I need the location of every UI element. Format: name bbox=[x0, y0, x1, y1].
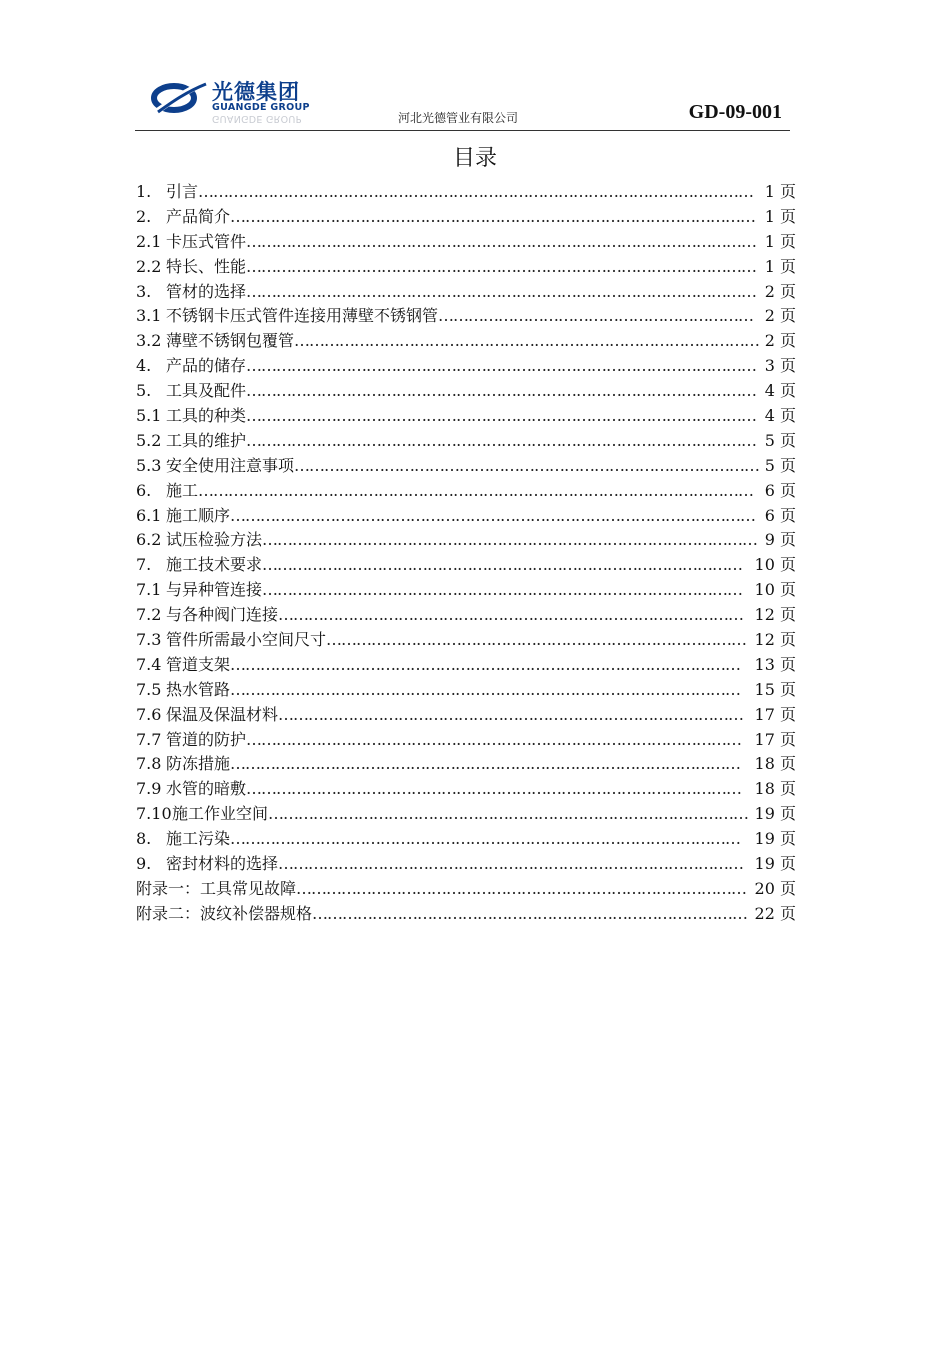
toc-entry-label bbox=[136, 827, 740, 852]
toc-entry-page: 19 页 bbox=[754, 829, 796, 849]
toc-entry-number: 5.3 bbox=[136, 455, 162, 475]
toc-entry-page: 1 页 bbox=[764, 182, 796, 201]
toc-entry-label bbox=[136, 180, 753, 205]
toc-entry-title: 试压检验方法 bbox=[166, 530, 263, 550]
table-of-contents bbox=[136, 180, 796, 927]
toc-entry-label bbox=[136, 379, 756, 404]
toc-entry-title: 产品简介 bbox=[166, 206, 231, 226]
toc-entry-title: 安全使用注意事项 bbox=[166, 455, 295, 475]
toc-entry-title: 施工技术要求 bbox=[166, 555, 263, 575]
toc-entry-label bbox=[136, 354, 756, 379]
toc-entry-label bbox=[136, 205, 755, 230]
toc-entry[interactable] bbox=[136, 280, 796, 305]
header-divider bbox=[135, 130, 790, 131]
toc-entry[interactable] bbox=[136, 180, 796, 205]
toc-entry-number: 9. bbox=[136, 854, 152, 874]
toc-entry-number: 3.1 bbox=[136, 306, 162, 326]
toc-entry[interactable] bbox=[136, 628, 796, 653]
toc-dot-leader: ………………………………………………………………………………………… bbox=[246, 231, 757, 251]
toc-entry-number: 7.9 bbox=[136, 779, 162, 799]
toc-dot-leader: …………………………………………………………………………………… bbox=[262, 555, 743, 575]
toc-entry-label bbox=[136, 777, 741, 802]
toc-entry[interactable] bbox=[136, 728, 796, 753]
toc-entry-label bbox=[136, 703, 743, 728]
toc-entry-title: 工具的维护 bbox=[166, 430, 247, 450]
toc-entry[interactable] bbox=[136, 553, 796, 578]
toc-entry-label bbox=[136, 528, 757, 553]
toc-entry-number: 7.4 bbox=[136, 654, 162, 674]
toc-entry-page: 10 页 bbox=[754, 555, 796, 575]
toc-entry-page: 18 页 bbox=[754, 754, 796, 774]
toc-entry-label bbox=[136, 553, 742, 578]
toc-entry-number: 6.2 bbox=[136, 530, 162, 550]
toc-entry-number: 7.8 bbox=[136, 754, 162, 774]
toc-entry-number: 2.1 bbox=[136, 231, 162, 251]
toc-entry-label bbox=[136, 802, 748, 827]
toc-dot-leader: ………………………………………………………………………………………… bbox=[230, 654, 741, 674]
toc-entry-page: 12 页 bbox=[754, 630, 796, 650]
toc-entry-page: 13 页 bbox=[754, 654, 796, 674]
toc-dot-leader: ………………………………………………………………………………… bbox=[278, 605, 744, 625]
toc-entry-page: 5 页 bbox=[764, 455, 796, 475]
toc-dot-leader: ………………………………………………………………………………………… bbox=[246, 281, 757, 301]
toc-entry-title: 管材的选择 bbox=[166, 281, 247, 301]
toc-entry[interactable] bbox=[136, 230, 796, 255]
page-header bbox=[135, 68, 790, 130]
toc-dot-leader: ………………………………………………………………………………………… bbox=[246, 356, 757, 376]
toc-entry[interactable] bbox=[136, 329, 796, 354]
toc-entry-title: 附录一：工具常见故障 bbox=[136, 878, 297, 898]
toc-entry-number: 3. bbox=[136, 281, 152, 301]
toc-entry-page: 3 页 bbox=[764, 356, 796, 376]
toc-entry-label bbox=[136, 454, 759, 479]
toc-entry-title: 施工顺序 bbox=[166, 505, 231, 525]
toc-entry-label bbox=[136, 653, 740, 678]
toc-entry-title: 不锈钢卡压式管件连接用薄壁不锈钢管 bbox=[166, 306, 439, 326]
toc-entry-number: 2.2 bbox=[136, 256, 162, 276]
toc-dot-leader: ………………………………………………………………………………… bbox=[294, 455, 760, 475]
toc-entry[interactable] bbox=[136, 603, 796, 628]
toc-entry-page: 19 页 bbox=[754, 854, 796, 874]
toc-dot-leader: ……………………………………………………………………………………… bbox=[246, 779, 742, 799]
toc-dot-leader: ……………………………………………………………………………………… bbox=[262, 530, 758, 550]
toc-entry-label bbox=[136, 877, 746, 902]
toc-title: 目录 bbox=[452, 146, 497, 171]
toc-entry-page: 15 页 bbox=[754, 679, 796, 699]
toc-entry-number: 6. bbox=[136, 480, 152, 500]
toc-entry[interactable] bbox=[136, 255, 796, 280]
toc-entry-number: 5. bbox=[136, 381, 152, 401]
toc-entry-title: 施工作业空间 bbox=[172, 804, 269, 824]
toc-dot-leader: ………………………………………………………………………………………… bbox=[230, 829, 741, 849]
toc-entry-title: 与各种阀门连接 bbox=[166, 605, 279, 625]
toc-entry-number: 7.3 bbox=[136, 630, 162, 650]
toc-entry-label bbox=[136, 852, 743, 877]
toc-entry-label bbox=[136, 329, 759, 354]
toc-entry-title: 管道支架 bbox=[166, 654, 231, 674]
toc-dot-leader: ………………………………………………………………………………………… bbox=[246, 430, 757, 450]
logo-reflection: GUANGDE GROUP bbox=[212, 113, 302, 124]
toc-entry-page: 9 页 bbox=[764, 530, 796, 550]
toc-entry-title: 薄壁不锈钢包覆管 bbox=[166, 331, 295, 351]
toc-entry[interactable] bbox=[136, 205, 796, 230]
toc-dot-leader: …………………………………………………………………………………………… bbox=[230, 505, 756, 525]
toc-entry-page: 6 页 bbox=[764, 505, 796, 525]
toc-entry-title: 热水管路 bbox=[166, 679, 231, 699]
toc-entry[interactable] bbox=[136, 454, 796, 479]
toc-entry-title: 水管的暗敷 bbox=[166, 779, 247, 799]
toc-entry-page: 2 页 bbox=[764, 281, 796, 301]
toc-dot-leader: ………………………………………………………………………………………… bbox=[246, 256, 757, 276]
toc-entry-page: 1 页 bbox=[764, 206, 796, 226]
toc-entry-label bbox=[136, 902, 747, 927]
toc-dot-leader: ………………………………………………………………………………… bbox=[278, 854, 744, 874]
toc-entry-title: 工具的种类 bbox=[166, 406, 247, 426]
toc-entry-label bbox=[136, 752, 740, 777]
toc-entry[interactable] bbox=[136, 802, 796, 827]
toc-entry-label bbox=[136, 728, 741, 753]
toc-entry-number: 8. bbox=[136, 829, 152, 849]
toc-entry-label bbox=[136, 429, 756, 454]
toc-entry-label bbox=[136, 280, 756, 305]
toc-entry-page: 10 页 bbox=[754, 580, 796, 600]
toc-entry-label bbox=[136, 479, 753, 504]
toc-entry-label bbox=[136, 255, 756, 280]
toc-entry[interactable] bbox=[136, 578, 796, 603]
toc-entry-number: 7.6 bbox=[136, 704, 162, 724]
toc-entry[interactable] bbox=[136, 479, 796, 504]
toc-entry-title: 施工 bbox=[166, 480, 199, 500]
toc-entry-number: 6.1 bbox=[136, 505, 162, 525]
toc-dot-leader: ………………………………………………………………………………………… bbox=[230, 679, 741, 699]
toc-entry-title: 工具及配件 bbox=[166, 381, 247, 401]
toc-entry-page: 1 页 bbox=[764, 231, 796, 251]
toc-dot-leader: ………………………………………………………………………………………………… bbox=[198, 182, 754, 201]
toc-entry-number: 4. bbox=[136, 356, 152, 376]
toc-entry-label bbox=[136, 578, 742, 603]
toc-entry-page: 17 页 bbox=[754, 729, 796, 749]
toc-entry[interactable] bbox=[136, 429, 796, 454]
toc-entry-title: 施工污染 bbox=[166, 829, 231, 849]
toc-entry-number: 3.2 bbox=[136, 331, 162, 351]
toc-entry-page: 1 页 bbox=[764, 256, 796, 276]
toc-dot-leader: …………………………………………………………………………………… bbox=[262, 580, 743, 600]
toc-dot-leader: …………………………………………………………………………………………… bbox=[230, 206, 756, 226]
toc-entry[interactable] bbox=[136, 379, 796, 404]
toc-entry-title: 引言 bbox=[166, 182, 199, 201]
toc-dot-leader: ……………………………………………………………………………………… bbox=[246, 729, 742, 749]
document-code: GD-09-001 bbox=[688, 101, 782, 123]
toc-entry-number: 7. bbox=[136, 555, 152, 575]
toc-entry-page: 4 页 bbox=[764, 381, 796, 401]
swoosh-logo-icon bbox=[150, 78, 210, 118]
toc-entry-title: 附录二：波纹补偿器规格 bbox=[136, 903, 313, 923]
logo-english-text: GUANGDE GROUP bbox=[212, 102, 310, 113]
toc-entry[interactable] bbox=[136, 528, 796, 553]
toc-entry-number: 2. bbox=[136, 206, 152, 226]
toc-entry-page: 20 页 bbox=[754, 878, 796, 898]
toc-entry-title: 保温及保温材料 bbox=[166, 704, 279, 724]
toc-dot-leader: ……………………………………………………… bbox=[438, 306, 754, 326]
toc-dot-leader: ………………………………………………………………………………… bbox=[294, 331, 760, 351]
toc-entry[interactable] bbox=[136, 902, 796, 927]
toc-dot-leader: ………………………………………………………………………………………… bbox=[246, 381, 757, 401]
toc-entry-page: 2 页 bbox=[764, 306, 796, 326]
toc-entry-title: 管件所需最小空间尺寸 bbox=[166, 630, 327, 650]
toc-entry[interactable] bbox=[136, 752, 796, 777]
toc-entry-title: 管道的防护 bbox=[166, 729, 247, 749]
toc-dot-leader: …………………………………………………………………………… bbox=[312, 903, 748, 923]
toc-entry[interactable] bbox=[136, 678, 796, 703]
toc-entry-page: 4 页 bbox=[764, 406, 796, 426]
toc-entry[interactable] bbox=[136, 877, 796, 902]
toc-entry-label bbox=[136, 404, 756, 429]
toc-entry[interactable] bbox=[136, 703, 796, 728]
toc-entry-label bbox=[136, 504, 755, 529]
toc-entry-page: 6 页 bbox=[764, 480, 796, 500]
toc-dot-leader: ……………………………………………………………………………… bbox=[296, 878, 747, 898]
toc-entry-page: 18 页 bbox=[754, 779, 796, 799]
toc-entry[interactable] bbox=[136, 653, 796, 678]
toc-entry-label bbox=[136, 678, 740, 703]
toc-entry-title: 密封材料的选择 bbox=[166, 854, 279, 874]
toc-entry-number: 7.5 bbox=[136, 679, 162, 699]
toc-dot-leader: ………………………………………………………………………… bbox=[326, 630, 747, 650]
toc-dot-leader: ………………………………………………………………………………………… bbox=[246, 406, 757, 426]
toc-dot-leader: ………………………………………………………………………………… bbox=[278, 704, 744, 724]
toc-entry-title: 产品的储存 bbox=[166, 356, 247, 376]
toc-entry-page: 2 页 bbox=[764, 331, 796, 351]
toc-entry-label bbox=[136, 230, 756, 255]
toc-entry-title: 防冻措施 bbox=[166, 754, 231, 774]
logo-chinese-text: 光德集团 bbox=[212, 80, 300, 104]
toc-dot-leader: ………………………………………………………………………………………… bbox=[230, 754, 741, 774]
toc-entry-label bbox=[136, 628, 746, 653]
toc-entry[interactable] bbox=[136, 304, 796, 329]
toc-entry-page: 5 页 bbox=[764, 430, 796, 450]
toc-entry-number: 7.1 bbox=[136, 580, 162, 600]
toc-entry-number: 5.2 bbox=[136, 430, 162, 450]
toc-dot-leader: …………………………………………………………………………………… bbox=[268, 804, 749, 824]
toc-entry[interactable] bbox=[136, 852, 796, 877]
toc-entry[interactable] bbox=[136, 777, 796, 802]
toc-entry-number: 7.10 bbox=[136, 804, 172, 824]
toc-entry-label bbox=[136, 603, 743, 628]
toc-entry-number: 5.1 bbox=[136, 406, 162, 426]
toc-entry-page: 17 页 bbox=[754, 704, 796, 724]
toc-entry-number: 7.7 bbox=[136, 729, 162, 749]
company-name: 河北光德管业有限公司 bbox=[398, 111, 519, 125]
toc-entry-title: 与异种管连接 bbox=[166, 580, 263, 600]
toc-dot-leader: ………………………………………………………………………………………………… bbox=[198, 480, 754, 500]
toc-entry-number: 7.2 bbox=[136, 605, 162, 625]
toc-entry-label bbox=[136, 304, 753, 329]
toc-entry[interactable] bbox=[136, 504, 796, 529]
toc-entry-page: 22 页 bbox=[754, 903, 796, 923]
toc-entry-title: 卡压式管件 bbox=[166, 231, 247, 251]
toc-entry[interactable] bbox=[136, 354, 796, 379]
toc-entry-title: 特长、性能 bbox=[166, 256, 247, 276]
toc-entry[interactable] bbox=[136, 404, 796, 429]
toc-entry-page: 19 页 bbox=[754, 804, 796, 824]
toc-entry-page: 12 页 bbox=[754, 605, 796, 625]
company-logo bbox=[150, 74, 350, 130]
toc-entry[interactable] bbox=[136, 827, 796, 852]
toc-entry-number: 1. bbox=[136, 182, 152, 201]
